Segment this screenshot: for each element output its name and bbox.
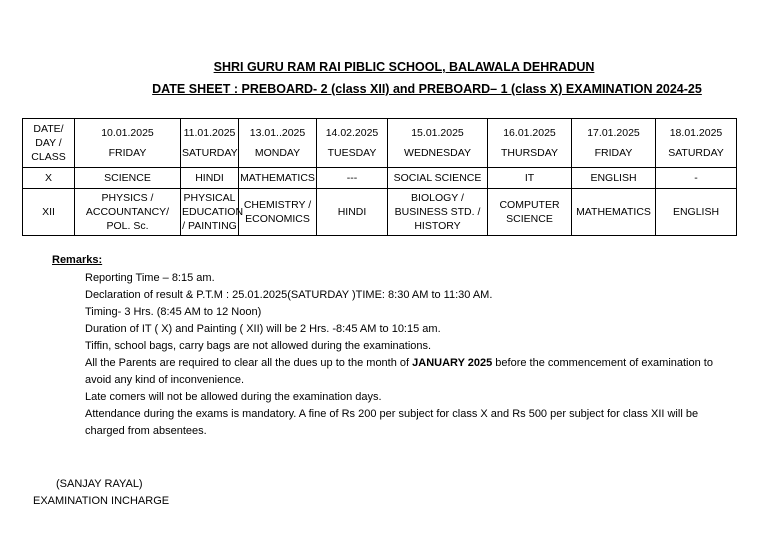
- column-day: SATURDAY: [668, 147, 724, 159]
- remark-dues-text-end: before the commencement of examination to avoid any kind of inconvenience.: [85, 357, 713, 386]
- column-date: 15.01.2025: [411, 127, 464, 139]
- subject-cell: SCIENCE: [75, 168, 181, 189]
- subject-cell: -: [656, 168, 737, 189]
- column-date: 17.01.2025: [587, 127, 640, 139]
- subject-cell: BIOLOGY / BUSINESS STD. / HISTORY: [388, 189, 488, 236]
- remarks-list: [85, 270, 735, 440]
- remark-dues-text: All the Parents are required to clear all the dues up to the month of: [85, 357, 413, 369]
- signatory-name: (SANJAY RAYAL): [56, 478, 143, 490]
- column-header: [656, 119, 737, 168]
- subject-cell: MATHEMATICS: [239, 168, 317, 189]
- subject-cell: PHYSICAL EDUCATION / PAINTING: [181, 189, 239, 236]
- subject-cell: PHYSICS / ACCOUNTANCY/ POL. Sc.: [75, 189, 181, 236]
- remarks-heading: Remarks:: [52, 254, 103, 266]
- remark-dues: [85, 355, 735, 389]
- remark-tiffin: Tiffin, school bags, carry bags are not allowed during the examinations.: [85, 340, 432, 352]
- date-sheet-title: DATE SHEET : PREBOARD- 2 (class XII) and PREBOARD– 1 (class X) EXAMINATION 2024-25: [152, 82, 702, 96]
- column-header: [388, 119, 488, 168]
- corner-date-label: DATE/: [33, 123, 64, 135]
- table-row-class-xii: [23, 189, 737, 236]
- subject-cell: MATHEMATICS: [572, 189, 656, 236]
- subject-cell: ENGLISH: [572, 168, 656, 189]
- corner-day-label: DAY /: [35, 137, 62, 149]
- school-title: SHRI GURU RAM RAI PIBLIC SCHOOL, BALAWALA DEHRADUN: [213, 60, 595, 74]
- class-label: X: [23, 168, 75, 189]
- column-header: [488, 119, 572, 168]
- column-day: THURSDAY: [501, 147, 558, 159]
- column-date: 10.01.2025: [101, 127, 154, 139]
- column-day: FRIDAY: [108, 147, 147, 159]
- remark-timing: Timing- 3 Hrs. (8:45 AM to 12 Noon): [85, 306, 262, 318]
- subject-cell: ---: [317, 168, 388, 189]
- subject-cell: HINDI: [181, 168, 239, 189]
- column-date: 14.02.2025: [325, 127, 379, 139]
- column-day: SATURDAY: [182, 147, 238, 159]
- column-header: [317, 119, 388, 168]
- corner-class-label: CLASS: [31, 151, 66, 163]
- subject-cell: HINDI: [317, 189, 388, 236]
- column-date: 11.01.2025: [183, 127, 236, 139]
- remark-late-comers: Late comers will not be allowed during the examination days.: [85, 391, 382, 403]
- corner-cell: [23, 119, 75, 168]
- remark-dues-month: JANUARY 2025: [412, 357, 493, 369]
- column-day: WEDNESDAY: [404, 147, 471, 159]
- subject-cell: SOCIAL SCIENCE: [388, 168, 488, 189]
- column-day: TUESDAY: [327, 147, 377, 159]
- remark-duration: Duration of IT ( X) and Painting ( XII) will be 2 Hrs. -8:45 AM to 10:15 am.: [85, 323, 441, 335]
- remark-result-declaration: Declaration of result & P.T.M : 25.01.2025(SATURDAY )TIME: 8:30 AM to 11:30 AM.: [85, 289, 493, 301]
- column-day: MONDAY: [254, 147, 301, 159]
- date-sheet-table: [22, 118, 737, 236]
- column-date: 13.01..2025: [249, 127, 306, 139]
- column-header: [75, 119, 181, 168]
- table-row-class-x: [23, 168, 737, 189]
- subject-cell: IT: [488, 168, 572, 189]
- column-header: [181, 119, 239, 168]
- subject-cell: COMPUTER SCIENCE: [488, 189, 572, 236]
- remark-attendance: Attendance during the exams is mandatory. A fine of Rs 200 per subject for class X and Rs 500 per subject for class XII will be charged from absentees.: [85, 408, 699, 437]
- column-day: FRIDAY: [594, 147, 633, 159]
- subject-cell: CHEMISTRY / ECONOMICS: [239, 189, 317, 236]
- column-date: 18.01.2025: [669, 127, 723, 139]
- column-date: 16.01.2025: [503, 127, 556, 139]
- table-header-row: [23, 119, 737, 168]
- class-label: XII: [23, 189, 75, 236]
- subject-cell: ENGLISH: [656, 189, 737, 236]
- remark-reporting-time: Reporting Time – 8:15 am.: [85, 272, 215, 284]
- signatory-title: EXAMINATION INCHARGE: [33, 495, 170, 507]
- column-header: [572, 119, 656, 168]
- column-header: [239, 119, 317, 168]
